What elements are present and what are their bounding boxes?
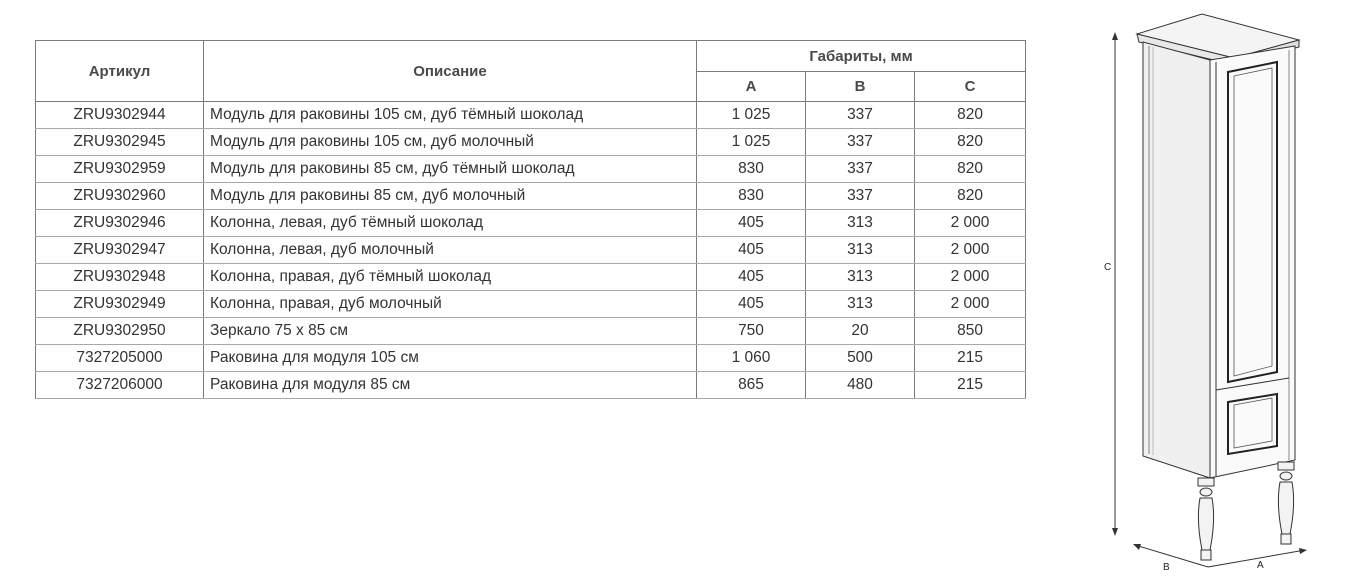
cell-dim-b: 337: [806, 102, 915, 129]
table-row: [36, 264, 1026, 291]
cell-dim-a: 405: [697, 291, 806, 318]
column-cabinet-drawing: [1095, 10, 1335, 580]
cell-description: Колонна, левая, дуб тёмный шоколад: [204, 210, 697, 237]
cell-dim-b: 337: [806, 129, 915, 156]
cell-dim-c: 2 000: [915, 291, 1026, 318]
cell-dim-a: 830: [697, 156, 806, 183]
cell-article: ZRU9302948: [36, 264, 204, 291]
cell-dim-b: 480: [806, 372, 915, 399]
table-row: [36, 318, 1026, 345]
header-dim-a: A: [697, 72, 806, 102]
cell-dim-c: 820: [915, 183, 1026, 210]
table-row: [36, 345, 1026, 372]
cell-dim-a: 1 060: [697, 345, 806, 372]
table-row: [36, 183, 1026, 210]
cell-dim-c: 2 000: [915, 237, 1026, 264]
table-row: [36, 237, 1026, 264]
cell-dim-c: 215: [915, 372, 1026, 399]
cell-dim-b: 313: [806, 264, 915, 291]
cell-dim-c: 820: [915, 156, 1026, 183]
cell-article: ZRU9302947: [36, 237, 204, 264]
cell-dim-a: 405: [697, 210, 806, 237]
cell-dim-b: 313: [806, 237, 915, 264]
cell-article: 7327206000: [36, 372, 204, 399]
table-row: [36, 210, 1026, 237]
table-row: [36, 102, 1026, 129]
cell-article: ZRU9302949: [36, 291, 204, 318]
cell-dim-c: 2 000: [915, 210, 1026, 237]
cell-dim-c: 850: [915, 318, 1026, 345]
cell-description: Колонна, правая, дуб тёмный шоколад: [204, 264, 697, 291]
table-row: [36, 129, 1026, 156]
cell-dim-b: 313: [806, 210, 915, 237]
cell-article: ZRU9302945: [36, 129, 204, 156]
cell-dim-a: 830: [697, 183, 806, 210]
cell-dim-a: 865: [697, 372, 806, 399]
cell-dim-b: 500: [806, 345, 915, 372]
dimension-label-b: B: [1163, 562, 1170, 573]
cell-description: Модуль для раковины 85 см, дуб молочный: [204, 183, 697, 210]
cell-dim-a: 750: [697, 318, 806, 345]
cell-dim-c: 215: [915, 345, 1026, 372]
cell-description: Модуль для раковины 105 см, дуб тёмный шоколад: [204, 102, 697, 129]
header-dim-c: C: [915, 72, 1026, 102]
cell-dim-c: 820: [915, 102, 1026, 129]
table-row: [36, 372, 1026, 399]
header-dim-b: B: [806, 72, 915, 102]
dimension-label-c: C: [1104, 262, 1112, 273]
table-row: [36, 291, 1026, 318]
cell-dim-b: 337: [806, 156, 915, 183]
header-description: Описание: [204, 41, 697, 102]
cell-dim-b: 313: [806, 291, 915, 318]
cell-dim-a: 405: [697, 237, 806, 264]
cell-article: ZRU9302960: [36, 183, 204, 210]
cell-dim-c: 2 000: [915, 264, 1026, 291]
cell-dim-a: 1 025: [697, 129, 806, 156]
cell-article: ZRU9302946: [36, 210, 204, 237]
cell-article: 7327205000: [36, 345, 204, 372]
dimension-line-b: [1135, 545, 1208, 567]
cell-dim-a: 1 025: [697, 102, 806, 129]
cell-description: Раковина для модуля 85 см: [204, 372, 697, 399]
cell-dim-b: 20: [806, 318, 915, 345]
cell-description: Раковина для модуля 105 см: [204, 345, 697, 372]
dimension-label-a: A: [1257, 560, 1264, 571]
table-row: [36, 156, 1026, 183]
header-article: Артикул: [36, 41, 204, 102]
cell-dim-b: 337: [806, 183, 915, 210]
cell-article: ZRU9302944: [36, 102, 204, 129]
cell-description: Зеркало 75 х 85 см: [204, 318, 697, 345]
cell-description: Модуль для раковины 85 см, дуб тёмный шоколад: [204, 156, 697, 183]
cell-dim-c: 820: [915, 129, 1026, 156]
cell-description: Модуль для раковины 105 см, дуб молочный: [204, 129, 697, 156]
header-dimensions: Габариты, мм: [697, 41, 1026, 72]
cell-article: ZRU9302959: [36, 156, 204, 183]
cell-dim-a: 405: [697, 264, 806, 291]
cell-description: Колонна, правая, дуб молочный: [204, 291, 697, 318]
cell-description: Колонна, левая, дуб молочный: [204, 237, 697, 264]
dimensions-table: [35, 40, 1026, 399]
cell-article: ZRU9302950: [36, 318, 204, 345]
